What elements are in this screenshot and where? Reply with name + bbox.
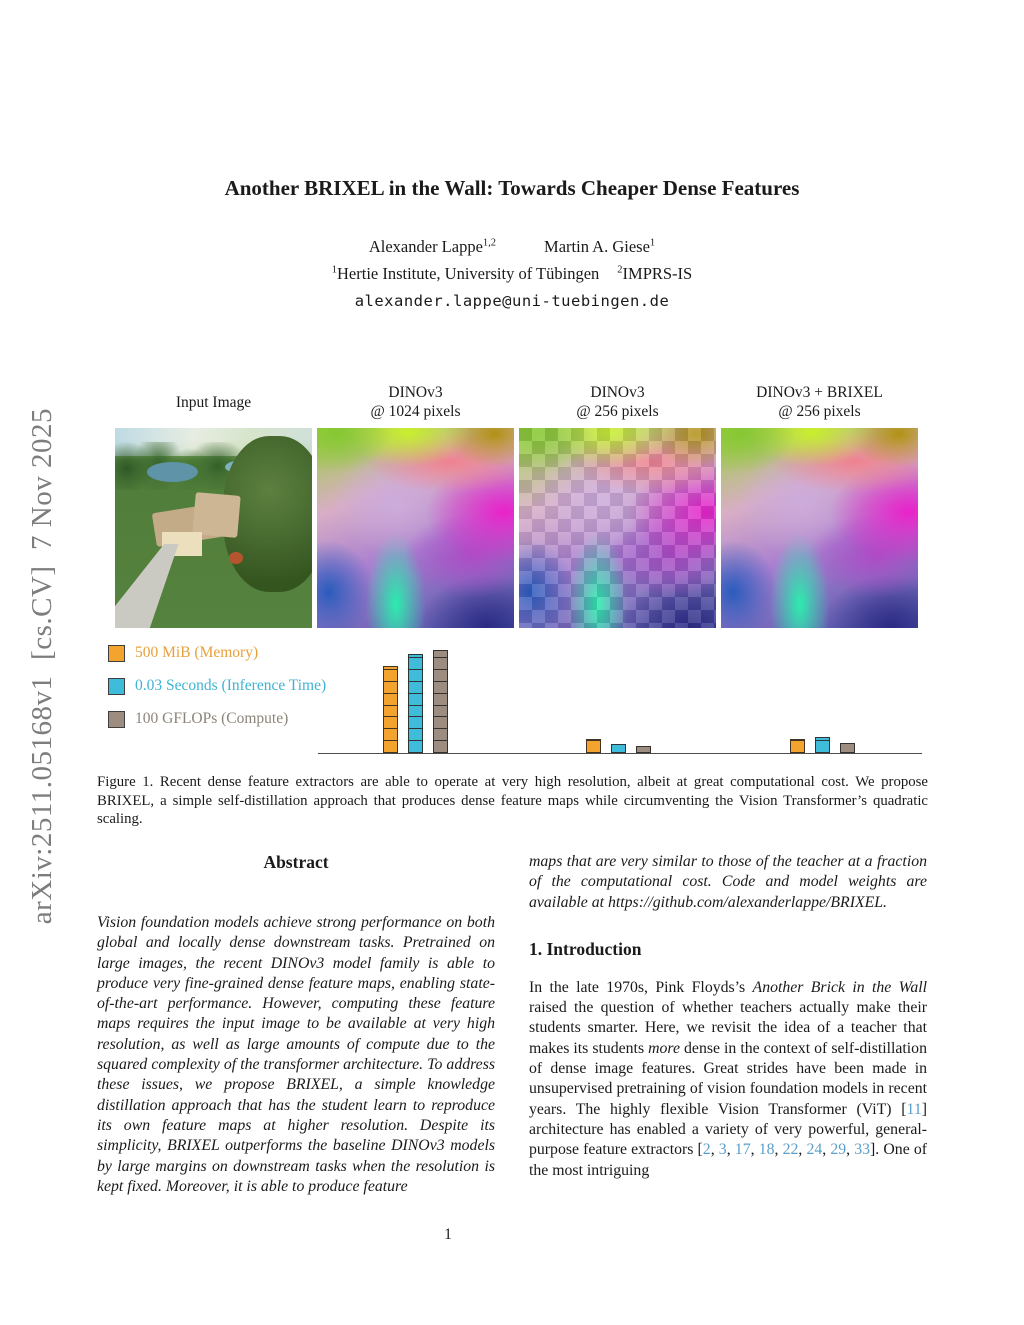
legend-item-inference-time <box>108 677 326 695</box>
featuremap-dinov3-brixel-256 <box>721 428 918 628</box>
author-line <box>0 237 1024 257</box>
bar-memory-dinov3-1024-pixels <box>383 668 398 754</box>
inference-time-swatch-icon <box>108 678 125 695</box>
introduction-heading: 1. Introduction <box>529 938 642 959</box>
panel-label-input-image: Input Image <box>175 393 252 411</box>
author-2-affiliation-sup: 1 <box>649 237 656 249</box>
bar-compute-dinov3-brixel-256-pixels <box>840 744 855 753</box>
bar-time-dinov3-256-pixels <box>611 745 626 753</box>
paper-header <box>0 176 1024 310</box>
panel-label-dinov3-1024: DINOv3 @ 1024 pixels <box>370 384 461 420</box>
contact-email: alexander.lappe@uni-tuebingen.de <box>354 292 670 310</box>
legend-label-compute: 100 GFLOPs (Compute) <box>135 710 289 727</box>
panel-label-dinov3-256: DINOv3 @ 256 pixels <box>576 384 659 420</box>
bar-time-dinov3-brixel-256-pixels <box>815 738 830 753</box>
legend-label-inference-time: 0.03 Seconds (Inference Time) <box>135 677 327 694</box>
cost-bar-chart <box>318 630 922 754</box>
abstract-heading: Abstract <box>263 852 329 872</box>
bar-compute-dinov3-1024-pixels <box>433 651 448 753</box>
compute-swatch-icon <box>108 711 125 728</box>
legend-label-memory: 500 MiB (Memory) <box>135 644 259 661</box>
figure1-images <box>115 428 918 628</box>
photo-pond <box>147 462 198 482</box>
chart-legend <box>108 644 326 743</box>
figure1-panel-labels <box>115 381 922 423</box>
affiliation-1: Hertie Institute, University of Tübingen <box>337 264 600 283</box>
introduction-paragraph: In the late 1970s, Pink Floyds’s Another Brick in the Wall raised the question of whether teachers actually make their students smarter. Here, we revisit the idea of a teacher that makes its students more dense in the context of self-distillation of dense image features. Great strides have been made in unsupervised pretraining of vision foundation models in recent years. The highly flexible Vision Transformer (ViT) [11] architecture has enabled a variety of very powerful, general-purpose feature extractors [2, 3, 17, 18, 22, 24, 29, 33]. One of the most intriguing <box>529 978 928 1179</box>
author-2: Martin A. Giese$^1$ <box>544 237 656 256</box>
panel-label-dinov3-brixel-256: DINOv3 + BRIXEL @ 256 pixels <box>756 384 883 420</box>
memory-swatch-icon <box>108 645 125 662</box>
arxiv-banner-text: arXiv:2511.05168v1 [cs.CV] 7 Nov 2025 <box>25 407 58 925</box>
legend-item-compute <box>108 710 326 728</box>
arxiv-banner <box>20 373 64 959</box>
paper-title: Another BRIXEL in the Wall: Towards Cheaper Dense Features <box>224 176 800 200</box>
right-column <box>529 852 927 1181</box>
featuremap-dinov3-256 <box>519 428 716 628</box>
left-column <box>97 852 495 1197</box>
page-number: 1 <box>444 1226 452 1243</box>
abstract-body: Vision foundation models achieve strong performance on both global and locally dense downstream tasks. Pretrained on large images, the recent DINOv3 model family is able to produce very fine-grained dense feature maps, enabling state-of-the-art performance. However, computing these feature maps requires the input image to be available at very high resolution, as well as large amounts of compute due to the squared complexity of the transformer architecture. To address these issues, we propose BRIXEL, a simple knowledge distillation approach that has the student learn to reproduce its own feature maps at higher resolution. Despite its simplicity, BRIXEL outperforms the baseline DINOv3 models by large margins on downstream tasks when the resolution is kept fixed. Moreover, it is able to produce feature <box>97 914 495 1195</box>
bar-time-dinov3-1024-pixels <box>408 655 423 753</box>
bar-compute-dinov3-256-pixels <box>636 747 651 753</box>
input-image-photo <box>115 428 312 628</box>
author-1: Alexander Lappe$^{1,2}$ <box>368 237 497 256</box>
affiliation-line: $^1$Hertie Institute, University of Tübingen $^2$IMPRS-IS <box>331 264 693 283</box>
author-1-affiliation-sup: 1,2 <box>482 237 497 249</box>
photo-flower-bush <box>229 552 243 564</box>
bar-memory-dinov3-256-pixels <box>586 740 601 753</box>
photo-driveway <box>115 544 217 628</box>
figure1-caption: Figure 1. Recent dense feature extractors are able to operate at very high resolution, albeit at great computational cost. We propose BRIXEL, a simple self-distillation approach that produces dense feature maps while circumventing the Vision Transformer’s quadratic scaling. <box>97 774 928 828</box>
bar-memory-dinov3-brixel-256-pixels <box>790 740 805 753</box>
affiliation-2: IMPRS-IS <box>622 264 693 283</box>
legend-item-memory <box>108 644 326 662</box>
abstract-continuation: maps that are very similar to those of the teacher at a fraction of the computational cost. Code and model weights are available at https://github.com/alexanderlappe/BRIXEL. <box>529 853 927 911</box>
featuremap-dinov3-1024 <box>317 428 514 628</box>
